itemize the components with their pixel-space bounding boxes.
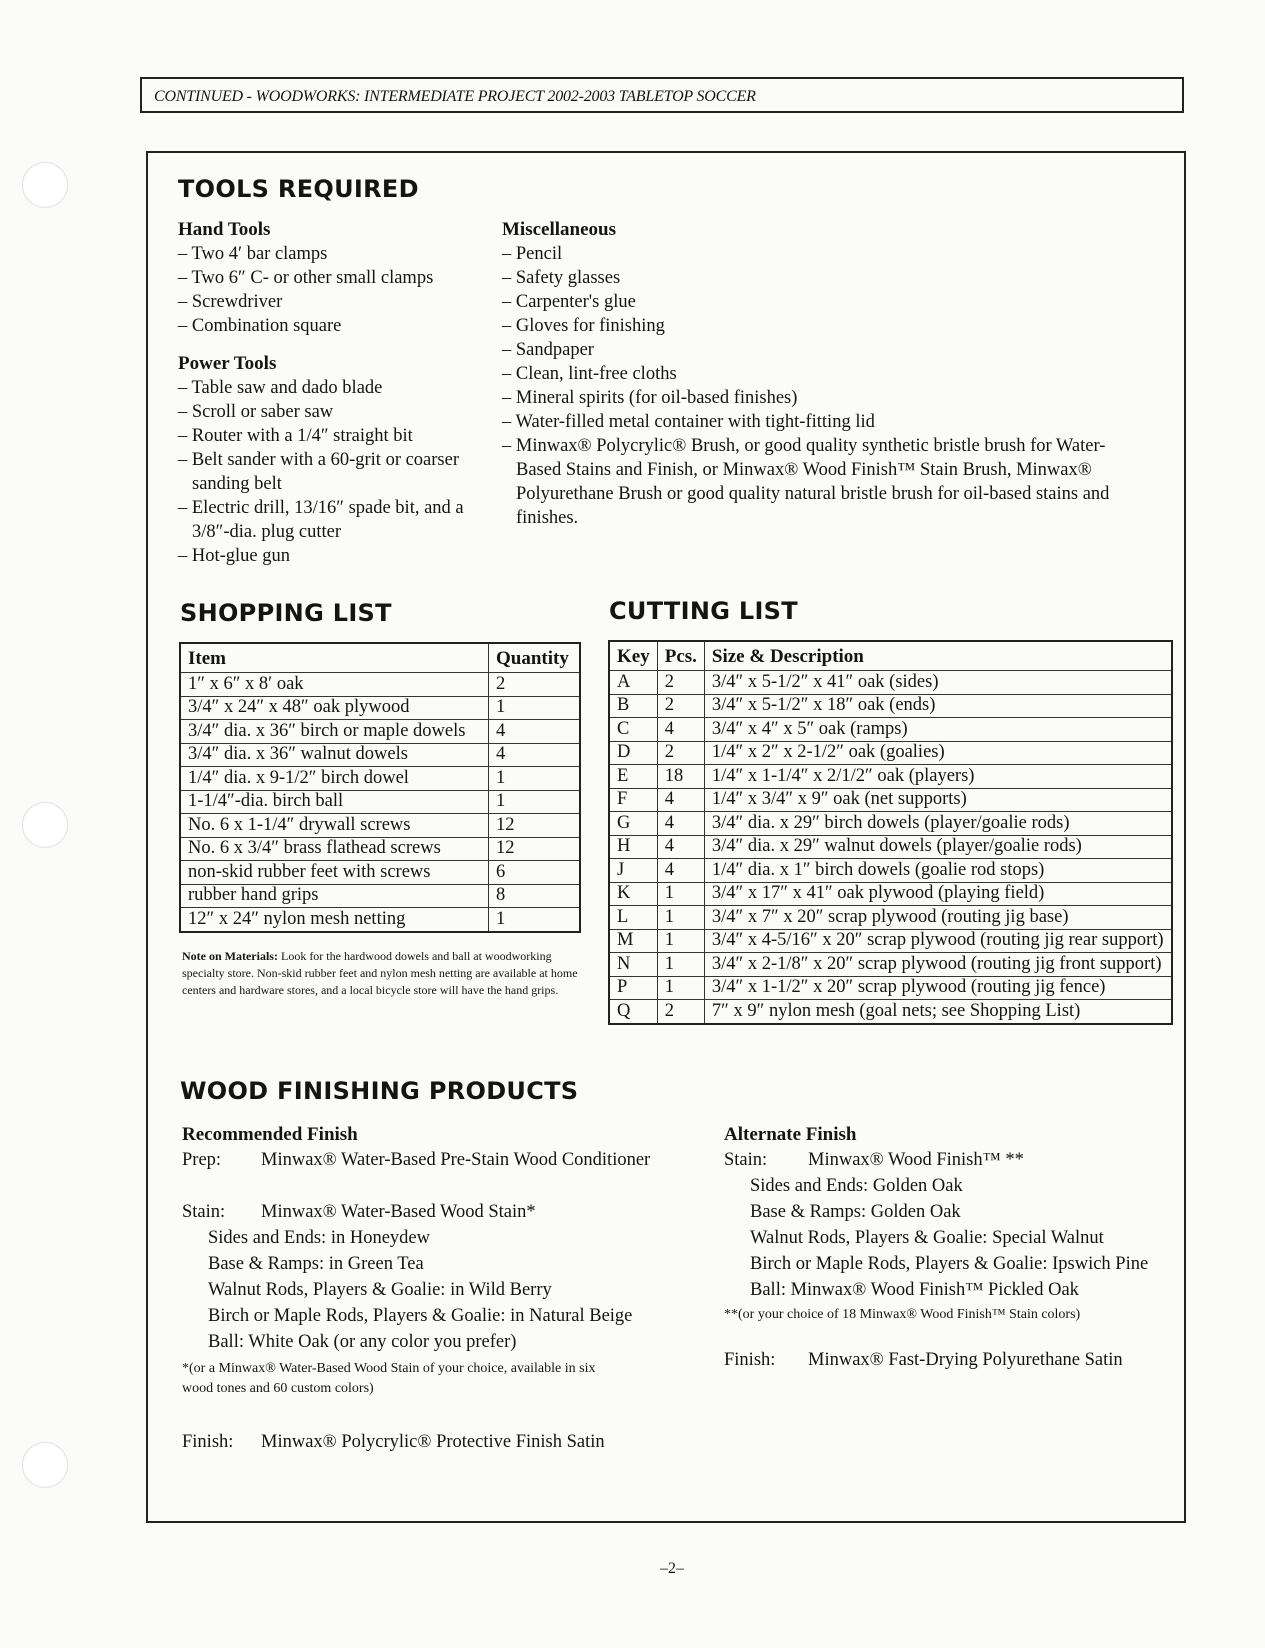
stain-row [182, 1199, 652, 1225]
list-item: – Combination square [178, 314, 478, 338]
key-cell: H [609, 835, 657, 859]
quantity-cell: 1 [489, 767, 581, 791]
pieces-cell: 2 [657, 1000, 704, 1024]
table-row [180, 696, 580, 720]
list-item: – Two 6″ C- or other small clamps [178, 266, 478, 290]
key-cell: B [609, 694, 657, 718]
page-number: –2– [660, 1560, 684, 1577]
quantity-cell: 12 [489, 814, 581, 838]
tools-title: TOOLS REQUIRED [178, 175, 419, 203]
quantity-cell: 12 [489, 837, 581, 861]
table-row [180, 814, 580, 838]
quantity-cell: 4 [489, 720, 581, 744]
list-item: – Water-filled metal container with tight-fitting lid [502, 410, 1122, 434]
item-cell: rubber hand grips [180, 884, 489, 908]
stain-detail: Base & Ramps: in Green Tea [208, 1254, 424, 1274]
table-row [180, 837, 580, 861]
table-row [609, 859, 1172, 883]
description-cell: 3/4″ x 7″ x 20″ scrap plywood (routing jig base) [704, 906, 1171, 930]
description-cell: 3/4″ x 17″ x 41″ oak plywood (playing field) [704, 882, 1171, 906]
finish-label: Finish: [182, 1432, 234, 1452]
table-row [609, 882, 1172, 906]
list-item: – Safety glasses [502, 266, 1122, 290]
table-row [180, 861, 580, 885]
key-cell: C [609, 718, 657, 742]
materials-note-text: Look for the hardwood dowels and ball at woodworking specialty store. Non-skid rubber feet and nylon mesh netting are available at home centers and hardware stores, and a local bicycle store will have the hand grips. [182, 949, 578, 997]
table-row [609, 976, 1172, 1000]
hand-tools-heading: Hand Tools [178, 219, 271, 240]
list-item: – Screwdriver [178, 290, 478, 314]
table-row [609, 812, 1172, 836]
key-cell: J [609, 859, 657, 883]
pieces-cell: 1 [657, 882, 704, 906]
table-row [609, 694, 1172, 718]
description-cell: 7″ x 9″ nylon mesh (goal nets; see Shopping List) [704, 1000, 1171, 1024]
stain-label: Stain: [182, 1202, 226, 1222]
prep-label: Prep: [182, 1150, 222, 1170]
stain-detail: Base & Ramps: Golden Oak [750, 1202, 961, 1222]
quantity-cell: 6 [489, 861, 581, 885]
table-row [609, 765, 1172, 789]
description-cell: 3/4″ x 2-1/8″ x 20″ scrap plywood (routing jig front support) [704, 953, 1171, 977]
stain-footnote: *(or a Minwax® Water-Based Wood Stain of your choice, available in six wood tones and 60 custom colors) [182, 1361, 596, 1396]
table-row [180, 673, 580, 697]
pieces-cell: 2 [657, 671, 704, 695]
table-header-row [180, 643, 580, 673]
description-cell: 3/4″ x 5-1/2″ x 41″ oak (sides) [704, 671, 1171, 695]
key-cell: K [609, 882, 657, 906]
table-row [609, 718, 1172, 742]
stain-footnote: **(or your choice of 18 Minwax® Wood Finish™ Stain colors) [724, 1307, 1081, 1322]
finish-value: Minwax® Polycrylic® Protective Finish Satin [261, 1432, 605, 1452]
description-cell: 1/4″ x 2″ x 2-1/2″ oak (goalies) [704, 741, 1171, 765]
item-cell: 1-1/4″-dia. birch ball [180, 790, 489, 814]
alt-finish-row [724, 1347, 1164, 1373]
stain-detail: Sides and Ends: Golden Oak [750, 1176, 963, 1196]
item-cell: 3/4″ x 24″ x 48″ oak plywood [180, 696, 489, 720]
table-row [609, 1000, 1172, 1024]
stain-detail: Birch or Maple Rods, Players & Goalie: Ipswich Pine [750, 1254, 1149, 1274]
binder-hole [22, 1442, 68, 1488]
key-cell: F [609, 788, 657, 812]
running-header-text: CONTINUED - WOODWORKS: INTERMEDIATE PROJECT 2002-2003 TABLETOP SOCCER [154, 88, 756, 105]
key-cell: L [609, 906, 657, 930]
finish-label: Finish: [724, 1350, 776, 1370]
list-item: – Table saw and dado blade [178, 376, 478, 400]
list-item: – Hot-glue gun [178, 544, 478, 568]
pieces-cell: 1 [657, 976, 704, 1000]
key-cell: M [609, 929, 657, 953]
list-item: – Mineral spirits (for oil-based finishes) [502, 386, 1122, 410]
list-item: – Belt sander with a 60-grit or coarser sanding belt [178, 448, 478, 496]
pieces-cell: 4 [657, 788, 704, 812]
table-row [609, 929, 1172, 953]
pieces-cell: 1 [657, 953, 704, 977]
quantity-cell: 1 [489, 696, 581, 720]
pieces-cell: 1 [657, 929, 704, 953]
list-item: – Sandpaper [502, 338, 1122, 362]
item-cell: No. 6 x 3/4″ brass flathead screws [180, 837, 489, 861]
table-row [609, 671, 1172, 695]
shopping-table [179, 642, 581, 933]
table-row [609, 741, 1172, 765]
list-item: – Router with a 1/4″ straight bit [178, 424, 478, 448]
binder-hole [22, 162, 68, 208]
list-item: – Clean, lint-free cloths [502, 362, 1122, 386]
list-item: – Pencil [502, 242, 1122, 266]
power-tools-list [178, 376, 478, 568]
stain-detail: Sides and Ends: in Honeydew [208, 1228, 430, 1248]
running-header [140, 77, 1184, 113]
list-item: – Gloves for finishing [502, 314, 1122, 338]
table-row [609, 835, 1172, 859]
quantity-cell: 4 [489, 743, 581, 767]
column-header: Key [609, 641, 657, 671]
list-item: – Carpenter's glue [502, 290, 1122, 314]
key-cell: G [609, 812, 657, 836]
pieces-cell: 4 [657, 835, 704, 859]
table-row [609, 788, 1172, 812]
description-cell: 3/4″ x 1-1/2″ x 20″ scrap plywood (routing jig fence) [704, 976, 1171, 1000]
table-row [180, 720, 580, 744]
table-row [609, 953, 1172, 977]
alt-stain-row [724, 1147, 1164, 1173]
description-cell: 3/4″ x 4″ x 5″ oak (ramps) [704, 718, 1171, 742]
description-cell: 3/4″ x 4-5/16″ x 20″ scrap plywood (routing jig rear support) [704, 929, 1171, 953]
description-cell: 3/4″ dia. x 29″ walnut dowels (player/goalie rods) [704, 835, 1171, 859]
column-header: Pcs. [657, 641, 704, 671]
binder-hole [22, 802, 68, 848]
list-item: – Electric drill, 13/16″ spade bit, and a 3/8″-dia. plug cutter [178, 496, 478, 544]
stain-detail: Birch or Maple Rods, Players & Goalie: in Natural Beige [208, 1306, 633, 1326]
materials-note [182, 948, 590, 999]
cutting-title: CUTTING LIST [609, 597, 798, 625]
pieces-cell: 1 [657, 906, 704, 930]
stain-value: Minwax® Wood Finish™ ** [808, 1150, 1024, 1170]
item-cell: 3/4″ dia. x 36″ walnut dowels [180, 743, 489, 767]
recommended-finish-heading: Recommended Finish [182, 1124, 358, 1145]
quantity-cell: 2 [489, 673, 581, 697]
item-cell: 1/4″ dia. x 9-1/2″ birch dowel [180, 767, 489, 791]
table-row [180, 790, 580, 814]
pieces-cell: 18 [657, 765, 704, 789]
stain-detail: Ball: Minwax® Wood Finish™ Pickled Oak [750, 1280, 1079, 1300]
misc-list [502, 242, 1122, 530]
pieces-cell: 2 [657, 694, 704, 718]
item-cell: 3/4″ dia. x 36″ birch or maple dowels [180, 720, 489, 744]
tools-left-column [178, 218, 478, 568]
column-header: Size & Description [704, 641, 1171, 671]
description-cell: 1/4″ dia. x 1″ birch dowels (goalie rod stops) [704, 859, 1171, 883]
shopping-title: SHOPPING LIST [180, 599, 392, 627]
table-row [180, 743, 580, 767]
description-cell: 1/4″ x 1-1/4″ x 2/1/2″ oak (players) [704, 765, 1171, 789]
pieces-cell: 2 [657, 741, 704, 765]
key-cell: N [609, 953, 657, 977]
item-cell: 1″ x 6″ x 8′ oak [180, 673, 489, 697]
key-cell: P [609, 976, 657, 1000]
table-row [180, 767, 580, 791]
table-row [180, 884, 580, 908]
alternate-finish-heading: Alternate Finish [724, 1124, 857, 1145]
stain-detail: Walnut Rods, Players & Goalie: Special Walnut [750, 1228, 1104, 1248]
key-cell: Q [609, 1000, 657, 1024]
stain-detail: Walnut Rods, Players & Goalie: in Wild Berry [208, 1280, 552, 1300]
table-row [180, 908, 580, 932]
materials-note-label: Note on Materials: [182, 949, 278, 963]
pieces-cell: 4 [657, 859, 704, 883]
key-cell: D [609, 741, 657, 765]
list-item: – Minwax® Polycrylic® Brush, or good quality synthetic bristle brush for Water-Based Stains and Finish, or Minwax® Wood Finish™ Stain Brush, Minwax® Polyurethane Brush or good quality natural bristle brush for oil-based stains and finishes. [502, 434, 1122, 530]
stain-value: Minwax® Water-Based Wood Stain* [261, 1202, 536, 1222]
finish-row [182, 1429, 652, 1455]
prep-value: Minwax® Water-Based Pre-Stain Wood Conditioner [261, 1150, 651, 1170]
prep-row [182, 1147, 652, 1173]
hand-tools-list [178, 242, 478, 338]
power-tools-heading: Power Tools [178, 353, 277, 374]
pieces-cell: 4 [657, 718, 704, 742]
item-cell: No. 6 x 1-1/4″ drywall screws [180, 814, 489, 838]
finish-value: Minwax® Fast-Drying Polyurethane Satin [808, 1350, 1123, 1370]
quantity-cell: 1 [489, 790, 581, 814]
cutting-table [608, 640, 1173, 1025]
list-item: – Two 4′ bar clamps [178, 242, 478, 266]
quantity-cell: 1 [489, 908, 581, 932]
item-cell: non-skid rubber feet with screws [180, 861, 489, 885]
column-header: Item [180, 643, 489, 673]
recommended-finish [182, 1123, 652, 1455]
description-cell: 1/4″ x 3/4″ x 9″ oak (net supports) [704, 788, 1171, 812]
item-cell: 12″ x 24″ nylon mesh netting [180, 908, 489, 932]
table-header-row [609, 641, 1172, 671]
column-header: Quantity [489, 643, 581, 673]
misc-heading: Miscellaneous [502, 219, 616, 240]
description-cell: 3/4″ dia. x 29″ birch dowels (player/goalie rods) [704, 812, 1171, 836]
tools-right-column [502, 218, 1122, 530]
alternate-finish [724, 1123, 1164, 1373]
quantity-cell: 8 [489, 884, 581, 908]
list-item: – Scroll or saber saw [178, 400, 478, 424]
pieces-cell: 4 [657, 812, 704, 836]
stain-detail: Ball: White Oak (or any color you prefer) [208, 1332, 517, 1352]
key-cell: A [609, 671, 657, 695]
finishing-title: WOOD FINISHING PRODUCTS [180, 1077, 579, 1105]
table-row [609, 906, 1172, 930]
description-cell: 3/4″ x 5-1/2″ x 18″ oak (ends) [704, 694, 1171, 718]
key-cell: E [609, 765, 657, 789]
stain-label: Stain: [724, 1150, 768, 1170]
